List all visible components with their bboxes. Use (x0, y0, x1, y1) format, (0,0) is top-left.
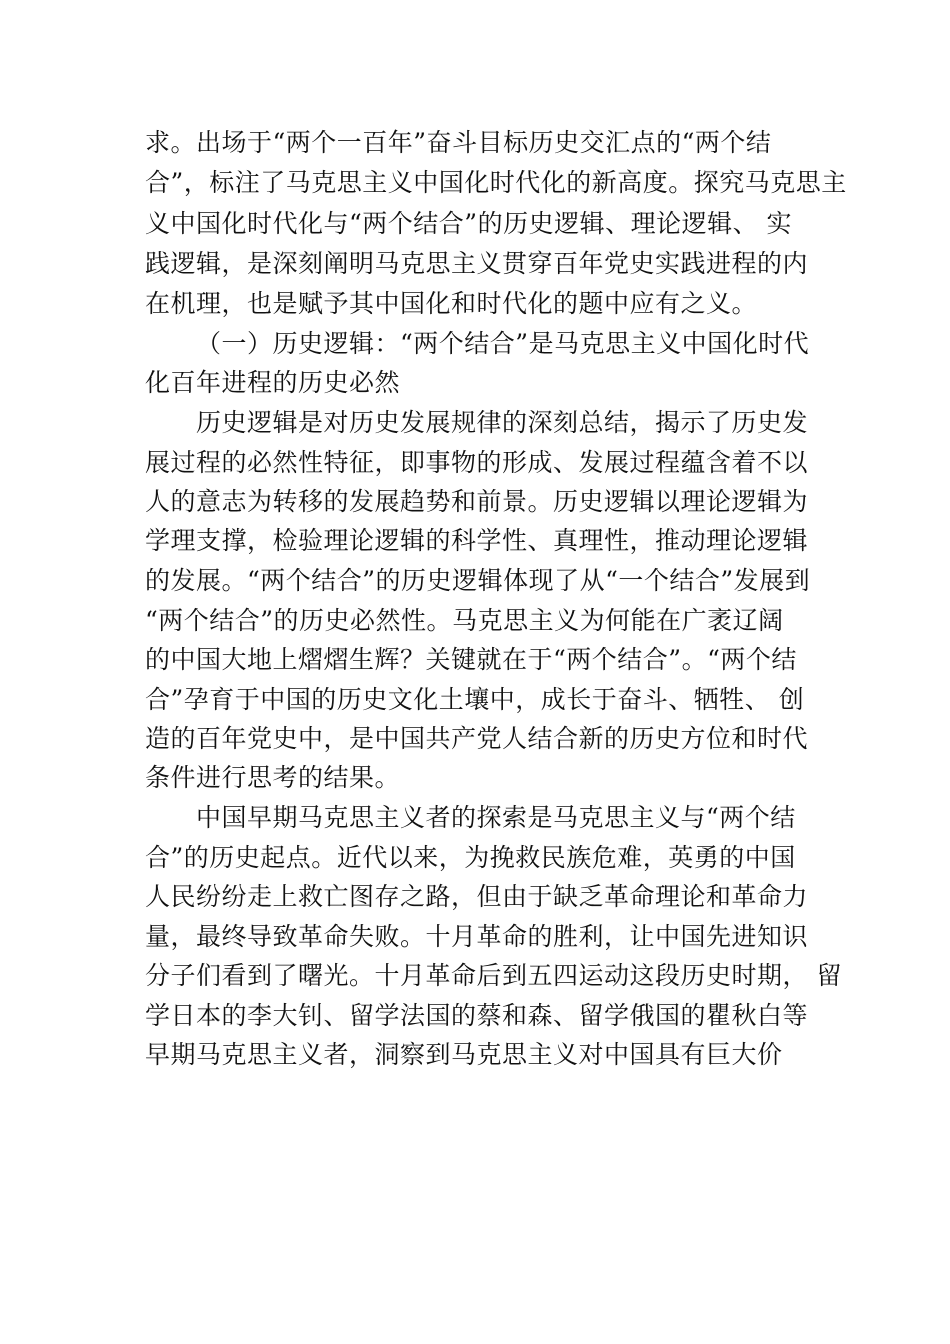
paragraph-line: 展过程的必然性特征，即事物的形成、发展过程蕴含着不以 (145, 448, 809, 477)
section-heading-line: 化百年进程的历史必然 (145, 368, 401, 397)
paragraph-line: 学日本的李大钊、留学法国的蔡和森、留学俄国的瞿秋白等 (145, 1001, 809, 1030)
paragraph-line: 量，最终导致革命失败。十月革命的胜利，让中国先进知识 (145, 922, 809, 951)
paragraph-line: 在机理，也是赋予其中国化和时代化的题中应有之义。 (145, 289, 758, 318)
paragraph-line: 分子们看到了曙光。十月革命后到五四运动这段历史时期， 留 (145, 961, 842, 990)
paragraph-line: 合”孕育于中国的历史文化土壤中，成长于奋斗、牺牲、 创 (145, 685, 805, 714)
paragraph-line: 人民纷纷走上救亡图存之路，但由于缺乏革命理论和革命力 (145, 882, 809, 911)
section-heading-line: （一）历史逻辑：“两个结合”是马克思主义中国化时代 (196, 329, 810, 358)
paragraph-line: 合”的历史起点。近代以来，为挽救民族危难，英勇的中国 (145, 843, 796, 872)
paragraph-line: 早期马克思主义者，洞察到马克思主义对中国具有巨大价 (145, 1040, 783, 1069)
paragraph-line: “两个结合”的历史必然性。马克思主义为何能在广袤辽阔 (145, 606, 784, 635)
paragraph-line: 的中国大地上熠熠生辉？关键就在于“两个结合”。“两个结 (145, 645, 797, 674)
paragraph-line: 条件进行思考的结果。 (145, 763, 401, 792)
paragraph-line: 学理支撑，检验理论逻辑的科学性、真理性，推动理论逻辑 (145, 526, 809, 555)
paragraph-line: 义中国化时代化与“两个结合”的历史逻辑、理论逻辑、 实 (145, 209, 793, 238)
paragraph-line: 人的意志为转移的发展趋势和前景。历史逻辑以理论逻辑为 (145, 487, 809, 516)
paragraph-line: 中国早期马克思主义者的探索是马克思主义与“两个结 (196, 803, 796, 832)
paragraph-line: 合”，标注了马克思主义中国化时代化的新高度。探究马克思主 (145, 168, 847, 197)
paragraph-line: 历史逻辑是对历史发展规律的深刻总结，揭示了历史发 (196, 408, 809, 437)
paragraph-line: 求。出场于“两个一百年”奋斗目标历史交汇点的“两个结 (145, 128, 772, 157)
paragraph-line: 的发展。“两个结合”的历史逻辑体现了从“一个结合”发展到 (145, 566, 811, 595)
paragraph-line: 造的百年党史中，是中国共产党人结合新的历史方位和时代 (145, 724, 809, 753)
paragraph-line: 践逻辑，是深刻阐明马克思主义贯穿百年党史实践进程的内 (145, 249, 809, 278)
